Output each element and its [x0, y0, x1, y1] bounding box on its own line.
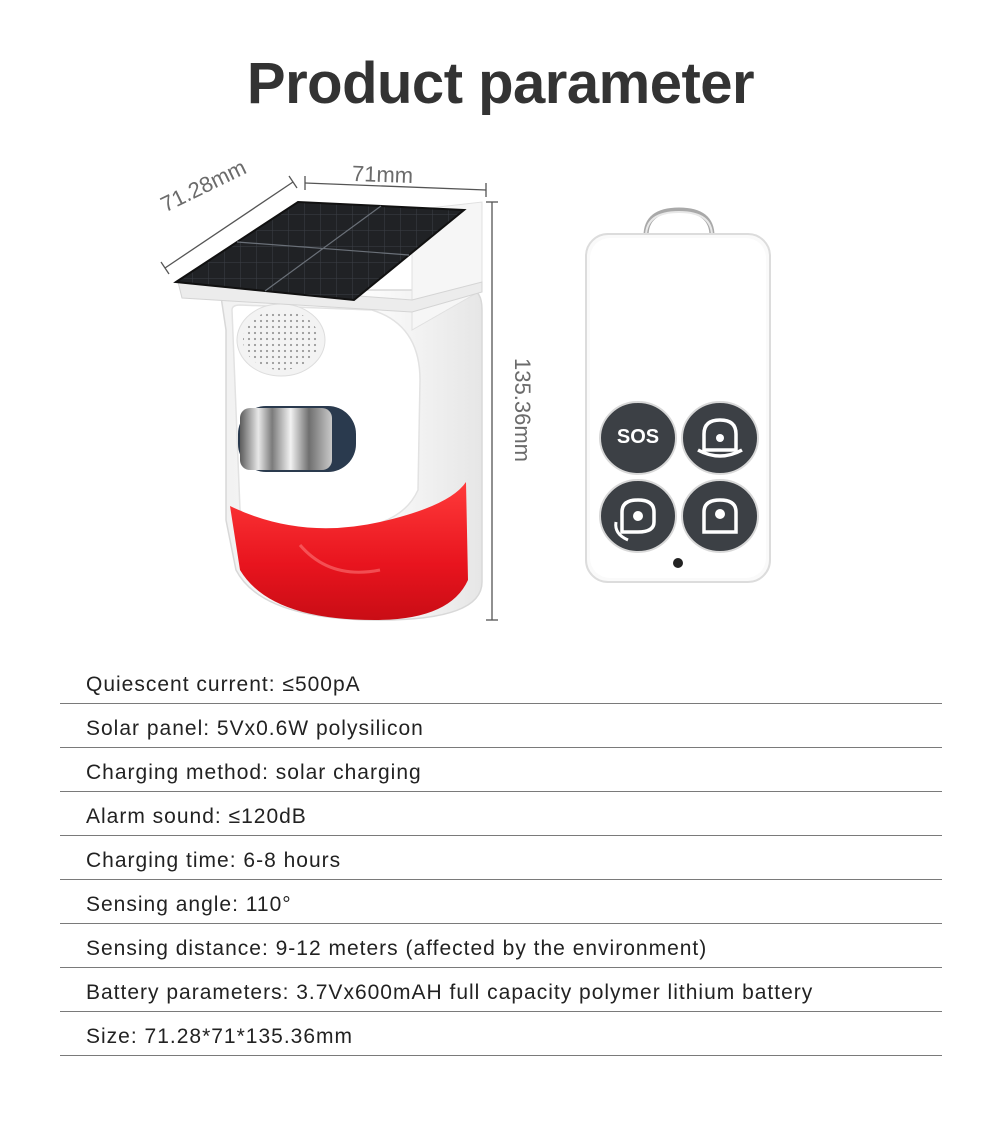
- spec-sensing-angle: Sensing angle: 110°: [86, 893, 292, 916]
- spec-list: [60, 662, 942, 1056]
- spec-size: Size: 71.28*71*135.36mm: [86, 1025, 353, 1048]
- spec-charging-time: Charging time: 6-8 hours: [86, 849, 342, 872]
- remote-control: [586, 210, 770, 582]
- depth-dimension-label: 71.28mm: [156, 154, 250, 218]
- sos-button-label: SOS: [616, 426, 660, 448]
- spec-row: [60, 748, 942, 792]
- page-title: Product parameter: [246, 51, 755, 116]
- spec-row: [60, 836, 942, 880]
- spec-row: [60, 924, 942, 968]
- product-figure: [0, 150, 1001, 640]
- spec-battery-parameters: Battery parameters: 3.7Vx600mAH full capacity polymer lithium battery: [86, 981, 814, 1004]
- spec-row: [60, 1012, 942, 1056]
- spec-sensing-distance: Sensing distance: 9-12 meters (affected by the environment): [86, 937, 708, 960]
- spec-alarm-sound: Alarm sound: ≤120dB: [86, 805, 307, 828]
- height-dimension-label: 135.36mm: [509, 358, 535, 462]
- spec-row: [60, 704, 942, 748]
- spec-quiescent-current: Quiescent current: ≤500pA: [86, 673, 361, 696]
- product-illustration: [0, 150, 1001, 640]
- width-dimension-label: 71mm: [351, 160, 414, 189]
- spec-charging-method: Charging method: solar charging: [86, 761, 422, 784]
- spec-row: [60, 662, 942, 704]
- spec-row: [60, 792, 942, 836]
- spec-row: [60, 968, 942, 1012]
- spec-row: [60, 880, 942, 924]
- alarm-device: [176, 202, 482, 620]
- spec-solar-panel: Solar panel: 5Vx0.6W polysilicon: [86, 717, 424, 740]
